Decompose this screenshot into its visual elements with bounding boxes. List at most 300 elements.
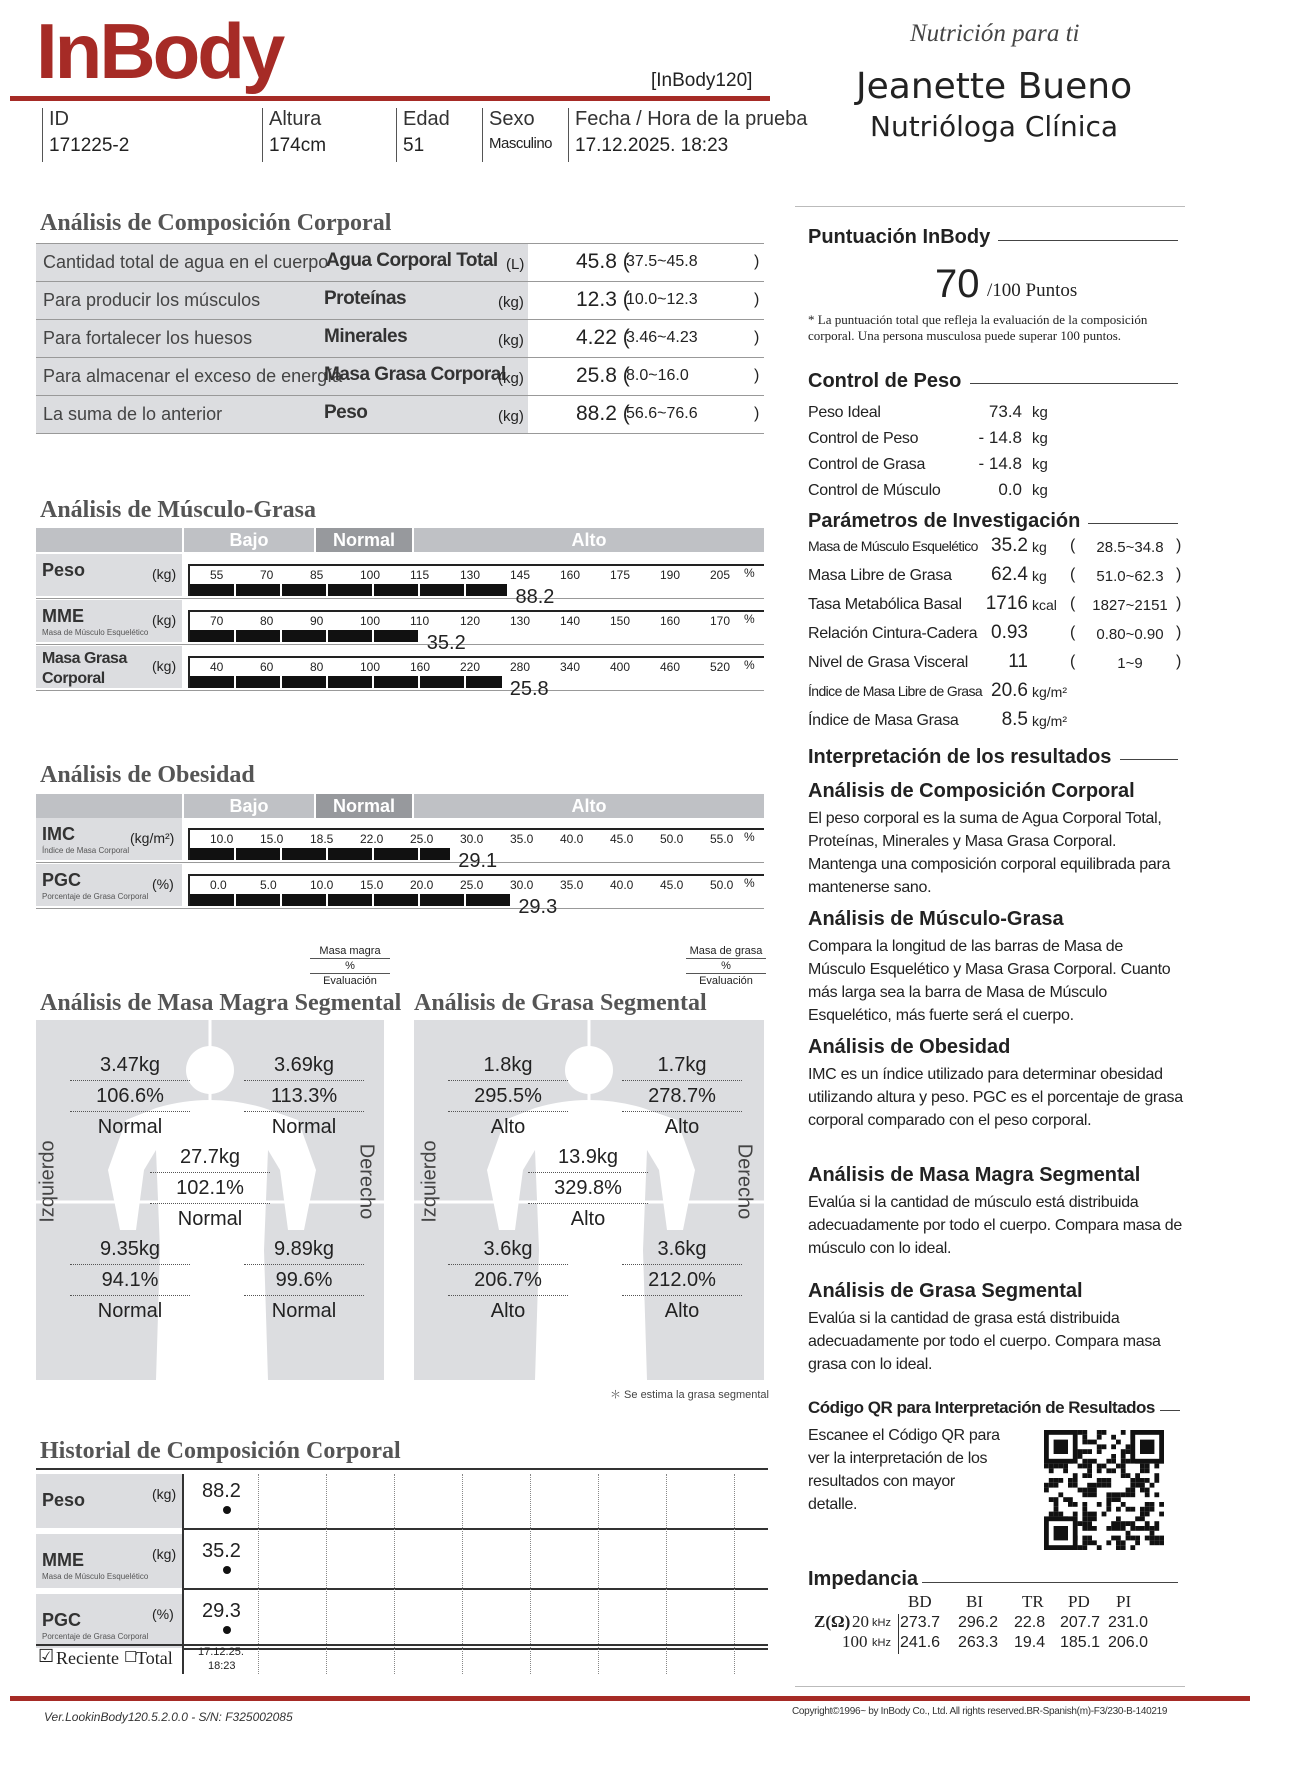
composition-close: ) [754,367,760,384]
interpretation-item [808,1280,1184,1376]
segment-percent: 94.1% [70,1265,190,1296]
scale-header-blank [36,794,182,818]
impedance-value-100: 19.4 [1014,1634,1046,1651]
scale-tick: 15.0 [360,878,384,892]
age-cell [396,108,476,162]
row-line [36,862,764,863]
interpretation-title: Interpretación de los resultados [808,746,1112,768]
research-range: 28.5~34.8 [1096,539,1164,556]
history-label: Peso [42,1490,86,1510]
obesity-row [36,818,764,872]
history-time: 18:23 [208,1660,236,1672]
segment-percent: 278.7% [622,1081,742,1112]
clinic-title: Nutrióloga Clínica [870,110,1119,143]
scale-tick: 100 [360,614,381,628]
research-unit: kg/m² [1032,713,1067,729]
scale-tick: 340 [560,660,581,674]
obesity-label: PGC [42,870,82,890]
obesity-bar-value: 29.3 [518,896,558,918]
interpretation-text: Evalúa si la cantidad de músculo está distribuida adecuadamente por todo el cuerpo. Compara masa de músculo con lo ideal. [808,1194,1182,1257]
scale-tick: 220 [460,660,481,674]
height-value: 174cm [269,135,327,156]
muscle_fat-bar [190,630,419,642]
segment-percent: 113.3% [244,1081,364,1112]
composition-name: Minerales [324,326,408,347]
composition-unit: (kg) [498,370,524,387]
weight-control-label: Control de Peso [808,430,919,447]
obesity-bar-value: 29.1 [458,850,498,872]
scale-tick: 150 [610,614,631,628]
composition-value: 4.22 ( [576,326,630,349]
lean-legend-mass: Masa magra [319,945,381,957]
research-label: Nivel de Grasa Visceral [808,654,968,671]
impedance-col: PI [1116,1592,1132,1611]
research-label: Índice de Masa Grasa [808,712,959,729]
composition-desc: La suma de lo anterior [43,404,223,424]
muscle_fat-bar-value: 25.8 [509,678,549,700]
age-value: 51 [403,135,425,156]
scale-tick: 400 [610,660,631,674]
row-line [36,690,764,691]
fat_segmental-trunk [528,1142,648,1234]
research-range-close: ) [1176,537,1182,554]
segment-mass: 27.7kg [150,1142,270,1173]
footer-version: Ver.LookinBody120.5.2.0.0 - S/N: F325002085 [44,1710,293,1724]
scale-header-blank [36,528,182,552]
scale-tick: 70 [260,568,274,582]
history-value: 88.2 [202,1480,241,1502]
research-unit: kcal [1032,597,1057,613]
segment-eval: Normal [271,1300,337,1322]
history-row-line [182,1528,768,1530]
history-label: PGC [42,1610,82,1630]
history-row-line [182,1588,768,1590]
scale-axis [188,828,764,830]
composition-range: 37.5~45.8 [626,253,698,270]
composition-name: Agua Corporal Total [326,250,498,271]
interpretation-heading: Análisis de Masa Magra Segmental [808,1164,1141,1186]
history-unit: (kg) [152,1546,177,1562]
research-value: 11 [1008,651,1028,672]
right-top-rule [795,206,1185,207]
segment-eval: Normal [271,1116,337,1138]
history-sublabel: Porcentaje de Grasa Corporal [42,1632,149,1641]
muscle_fat-row [36,646,764,700]
muscle_fat-sublabel: Masa de Músculo Esquelético [42,628,149,637]
right-bottom-rule [795,1686,1185,1687]
scale-low: Bajo [184,528,314,552]
age-label: Edad [403,108,450,130]
research-range-close: ) [1176,595,1182,612]
scale-tick: 175 [610,568,631,582]
clinic-name: Jeanette Bueno [856,66,1133,107]
composition-desc: Para almacenar el exceso de energía [43,366,343,386]
segment-percent: 206.7% [448,1265,568,1296]
muscle_fat-unit: (kg) [152,566,177,582]
fat-legend [686,944,766,988]
composition-row [36,244,764,282]
qr-code-icon[interactable] [1044,1430,1164,1550]
interpretation-heading: Análisis de Grasa Segmental [808,1280,1083,1302]
score-rule [998,240,1178,241]
scale-tick: 25.0 [460,878,484,892]
obesity-bar [190,894,510,906]
composition-row [36,396,764,434]
lean-segmental-title: Análisis de Masa Magra Segmental [40,990,402,1016]
scale-pct: % [744,830,755,844]
research-value: 8.5 [1001,709,1028,730]
muscle_fat-label: MME [42,606,84,626]
impedance-z: Z(Ω) [814,1612,851,1631]
impedance-col: BI [966,1592,983,1611]
obesity-row [36,864,764,918]
scale-tick: 55 [210,568,224,582]
muscle_fat-unit: (kg) [152,658,177,674]
segment-percent: 212.0% [622,1265,742,1296]
score-value: 70 [935,262,980,306]
interpretation-item [808,1036,1184,1132]
muscle_fat-bar-value: 35.2 [426,632,466,654]
fat_segmental-right_leg [622,1234,742,1326]
scale-tick: 10.0 [210,832,234,846]
muscle_fat-unit: (kg) [152,612,177,628]
interpretation-text: Evalúa si la cantidad de grasa está distribuida adecuadamente por todo el cuerpo. Compara masa grasa con lo ideal. [808,1310,1161,1373]
fat-right-label: Derecho [733,1143,756,1220]
composition-name: Masa Grasa Corporal [324,364,506,385]
scale-pct: % [744,566,755,580]
interpretation-text: IMC es un índice utilizado para determinar obesidad utilizando altura y peso. PGC es el porcentaje de grasa corporal comparado con el peso corporal. [808,1066,1183,1129]
segment-percent: 99.6% [244,1265,364,1296]
obesity-bar [190,848,450,860]
muscle_fat-label: Masa Grasa [42,650,127,667]
interpretation-heading: Análisis de Composición Corporal [808,780,1135,802]
weight-control-unit: kg [1032,430,1048,447]
segment-mass: 3.47kg [70,1050,190,1081]
research-range-close: ) [1176,624,1182,641]
impedance-freq-100: 100 [842,1632,868,1651]
history-label: MME [42,1550,84,1570]
research-range-open: ( [1070,566,1076,583]
scale-tick: 40.0 [610,878,634,892]
composition-table [36,244,764,438]
segment-eval: Normal [97,1300,163,1322]
scale-tick: 115 [410,568,430,582]
impedance-title: Impedancia [808,1568,919,1590]
scale-axis [188,610,764,612]
scale-tick: 18.5 [310,832,334,846]
fat-legend-eval: Evaluación [699,975,753,987]
history-top-line [36,1468,768,1470]
muscle_fat-row [36,600,764,654]
research-unit: kg [1032,539,1047,555]
composition-row [36,358,764,396]
history-unit: (kg) [152,1486,177,1502]
sex-cell [482,108,566,162]
research-label: Masa de Músculo Esquelético [808,538,978,554]
composition-close: ) [754,405,760,422]
composition-unit: (kg) [498,332,524,349]
scale-tick: 100 [360,568,381,582]
segment-eval: Alto [490,1300,526,1322]
scale-axis [188,656,764,658]
scale-axis [188,564,764,566]
research-value: 0.93 [991,622,1028,643]
footer-copyright: Copyright©1996~ by InBody Co., Ltd. All rights reserved.BR-Spanish(m)-F3/230-B-140219 [792,1706,1168,1717]
scale-tick: 40.0 [560,832,584,846]
weight-control-value: 0.0 [998,480,1022,499]
segment-eval: Alto [570,1208,606,1230]
obesity-sublabel: Porcentaje de Grasa Corporal [42,892,149,901]
fat-segmental-title: Análisis de Grasa Segmental [414,990,707,1016]
lean-right-label: Derecho [355,1143,378,1220]
impedance-value-100: 206.0 [1108,1634,1149,1651]
fat_segmental-left_arm [448,1050,568,1142]
scale-tick: 520 [710,660,731,674]
id-label: ID [49,108,69,130]
composition-value: 88.2 ( [576,402,630,425]
fat_segmental-right_arm [622,1050,742,1142]
scale-tick: 25.0 [410,832,434,846]
lean_segmental-left_arm [70,1050,190,1142]
score-title: Puntuación InBody [808,226,991,248]
scale-tick: 15.0 [260,832,284,846]
scale-tick: 45.0 [660,878,684,892]
history-point [223,1506,231,1514]
history-bottom-line [36,1644,768,1646]
composition-unit: (kg) [498,294,524,311]
impedance-value-20: 273.7 [900,1614,941,1631]
scale-tick: 0.0 [210,878,227,892]
weight-control-label: Peso Ideal [808,404,881,421]
impedance-table [808,1592,1184,1662]
obesity-title: Análisis de Obesidad [40,762,255,788]
impedance-value-20: 296.2 [958,1614,999,1631]
composition-range: 8.0~16.0 [626,367,689,384]
scale-tick: 22.0 [360,832,384,846]
composition-value: 25.8 ( [576,364,630,387]
scale-tick: 5.0 [260,878,277,892]
research-unit: kg [1032,568,1047,584]
scale-tick: 120 [460,614,481,628]
scale-tick: 20.0 [410,878,434,892]
muscle_fat-bar [190,584,507,596]
fat_segmental-left_leg [448,1234,568,1326]
obesity-unit: (kg/m²) [130,830,175,846]
row-line [36,598,764,599]
qr-text: Escanee el Código QR para ver la interpretación de los resultados con mayor detalle. [808,1427,1000,1513]
scale-axis [188,874,764,876]
research-range-open: ( [1070,537,1076,554]
impedance-value-100: 185.1 [1060,1634,1101,1651]
research-range-open: ( [1070,595,1076,612]
impedance-col: TR [1022,1592,1044,1611]
research-range: 0.80~0.90 [1096,626,1164,643]
history-chart [36,1468,768,1678]
weight-control-rule [970,383,1178,384]
research-range-open: ( [1070,624,1076,641]
qr-title: Código QR para Interpretación de Resultados [808,1398,1155,1417]
segment-eval: Normal [97,1116,163,1138]
impedance-khz-100: kHz [872,1637,891,1649]
lean-legend [310,944,390,988]
muscle_fat-label-2: Corporal [42,670,105,687]
scale-pct: % [744,658,755,672]
scale-tick: 70 [210,614,224,628]
segment-percent: 329.8% [528,1173,648,1204]
research-label: Relación Cintura-Cadera [808,625,978,642]
composition-top-line [36,243,764,244]
date-value: 17.12.2025. 18:23 [575,135,729,156]
lean_segmental-trunk [150,1142,270,1234]
scale-tick: 30.0 [510,878,534,892]
scale-tick: 205 [710,568,731,582]
scale-tick: 40 [210,660,224,674]
height-cell [262,108,390,162]
header-rule [10,96,770,101]
scale-tick: 110 [410,614,430,628]
composition-name: Peso [324,402,368,423]
segment-eval: Alto [490,1116,526,1138]
clinic-tagline: Nutrición para ti [910,20,1080,47]
lean-legend-pct: % [310,958,390,974]
scale-tick: 80 [310,660,324,674]
history-sublabel: Masa de Músculo Esquelético [42,1572,149,1581]
weight-control-label: Control de Grasa [808,456,926,473]
recent-checkbox[interactable]: ☑ [38,1646,55,1666]
composition-value: 45.8 ( [576,250,630,273]
composition-close: ) [754,329,760,346]
interpretation-text: Compara la longitud de las barras de Masa de Músculo Esquelético y Masa Grasa Corporal. Cuanto más larga sea la barra de Masa de Músculo Esquelético, más fuerte será el cuerpo. [808,938,1171,1024]
muscle_fat-bar [190,676,502,688]
segment-eval: Alto [664,1300,700,1322]
impedance-value-20: 22.8 [1014,1614,1046,1631]
scale-tick: 30.0 [460,832,484,846]
score-note: * La puntuación total que refleja la evaluación de la composición corporal. Una persona musculosa puede superar 100 puntos. [808,312,1148,343]
impedance-freq-20: 20 [852,1612,869,1631]
date-label: Fecha / Hora de la prueba [575,108,808,130]
research-range: 1827~2151 [1092,597,1168,614]
impedance-value-100: 241.6 [900,1634,941,1651]
weight-control-value: 73.4 [988,402,1022,421]
muscle_fat-bar-value: 88.2 [515,586,555,608]
row-line [36,908,764,909]
interpretation-rule [1120,759,1178,760]
segment-mass: 9.35kg [70,1234,190,1265]
history-value: 29.3 [202,1600,241,1622]
total-checkbox[interactable]: ☐ [124,1649,138,1666]
interpretation-item [808,780,1184,899]
composition-desc: Para fortalecer los huesos [43,328,253,348]
fat-left-label: Izquierdo [418,1140,441,1223]
segment-mass: 13.9kg [528,1142,648,1173]
history-point [223,1566,231,1574]
scale-tick: 80 [260,614,274,628]
interpretation-heading: Análisis de Obesidad [808,1036,1011,1058]
history-date: 17.12.25. [198,1646,244,1658]
research-range-open: ( [1070,653,1076,670]
segment-mass: 1.7kg [622,1050,742,1081]
composition-unit: (L) [506,256,525,273]
composition-unit: (kg) [498,408,524,425]
scale-normal: Normal [316,794,412,818]
scale-tick: 160 [560,568,581,582]
composition-range: 56.6~76.6 [626,405,698,422]
impedance-divider [898,1614,899,1654]
scale-tick: 50.0 [660,832,684,846]
scale-tick: 170 [710,614,731,628]
weight-control-value: - 14.8 [978,428,1022,447]
composition-value: 12.3 ( [576,288,630,311]
scale-tick: 460 [660,660,681,674]
impedance-khz-20: kHz [872,1617,891,1629]
research-value: 1716 [985,593,1028,614]
impedance-col: PD [1068,1592,1090,1611]
segment-eval: Normal [177,1208,243,1230]
muscle-fat-chart [36,528,764,708]
total-label: Total [136,1648,173,1668]
research-value: 20.6 [991,680,1028,701]
composition-row-line [36,433,764,434]
composition-range: 3.46~4.23 [626,329,698,346]
history-row-line [182,1648,768,1650]
muscle_fat-label: Peso [42,560,86,580]
interpretation-text: El peso corporal es la suma de Agua Corporal Total, Proteínas, Minerales y Masa Grasa Corporal. Mantenga una composición corporal equilibrada para mantenerse sano. [808,810,1171,896]
impedance-value-100: 263.3 [958,1634,999,1651]
obesity-label: IMC [42,824,75,844]
scale-tick: 160 [660,614,681,628]
impedance-col: BD [908,1592,932,1611]
scale-pct: % [744,612,755,626]
sex-value: Masculino [489,135,553,152]
weight-control-value: - 14.8 [978,454,1022,473]
research-range-close: ) [1176,566,1182,583]
segment-mass: 3.6kg [448,1234,568,1265]
segment-percent: 106.6% [70,1081,190,1112]
interpretation-item [808,1164,1184,1260]
segment-eval: Alto [664,1116,700,1138]
lean_segmental-left_leg [70,1234,190,1326]
scale-tick: 45.0 [610,832,634,846]
obesity-sublabel: Índice de Masa Corporal [42,846,130,855]
scale-tick: 55.0 [710,832,734,846]
scale-tick: 35.0 [510,832,534,846]
history-value: 35.2 [202,1540,241,1562]
scale-tick: 10.0 [310,878,334,892]
scale-tick: 280 [510,660,531,674]
scale-tick: 140 [560,614,581,628]
history-title: Historial de Composición Corporal [40,1438,401,1464]
scale-tick: 35.0 [560,878,584,892]
interpretation-item [808,908,1184,1027]
composition-close: ) [754,253,760,270]
qr-rule [1160,1410,1180,1411]
segment-percent: 102.1% [150,1173,270,1204]
scale-tick: 130 [510,614,531,628]
scale-high: Alto [414,794,764,818]
segment-mass: 3.69kg [244,1050,364,1081]
weight-control-unit: kg [1032,482,1048,499]
obesity-chart [36,794,764,924]
segment-percent: 295.5% [448,1081,568,1112]
impedance-value-20: 231.0 [1108,1614,1149,1631]
fat-segmental-note: ＊ Se estima la grasa segmental [610,1389,769,1401]
research-range: 51.0~62.3 [1096,568,1164,585]
composition-range: 10.0~12.3 [626,291,698,308]
footer-rule [10,1696,1250,1701]
height-label: Altura [269,108,322,130]
recent-label: Reciente [56,1648,119,1668]
research-title: Parámetros de Investigación [808,510,1081,532]
